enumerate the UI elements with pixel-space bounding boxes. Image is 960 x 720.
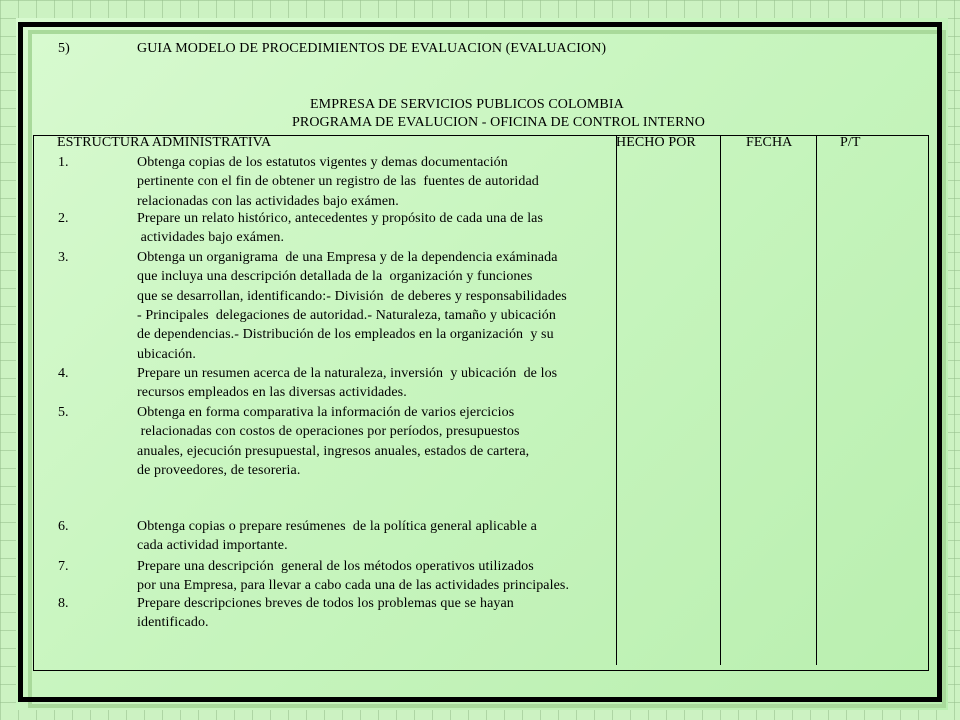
item-number: 4. [58,366,69,381]
program-title: PROGRAMA DE EVALUCION - OFICINA DE CONTROL INTERNO [292,115,705,130]
item-text-line: que se desarrollan, identificando:- División de deberes y responsabilidades [137,288,567,304]
section-title: GUIA MODELO DE PROCEDIMIENTOS DE EVALUACION (EVALUACION) [137,41,607,56]
item-text-line: Obtenga copias de los estatutos vigentes y demas documentación [137,155,508,170]
item-text-line: de proveedores, de tesoreria. [137,462,301,478]
item-text-line: relacionadas con las actividades bajo exámen. [137,193,399,209]
item-text-line: por una Empresa, para llevar a cabo cada una de las actividades principales. [137,578,570,594]
company-name: EMPRESA DE SERVICIOS PUBLICOS COLOMBIA [310,97,624,112]
item-text-line: actividades bajo exámen. [137,230,285,246]
item-text-line: Obtenga un organigrama de una Empresa y de la dependencia exáminada [137,250,558,265]
item-text-line: - Principales delegaciones de autoridad.- Naturaleza, tamaño y ubicación [137,307,556,323]
column-header-date: FECHA [746,135,793,150]
item-text-line: de dependencias.- Distribución de los empleados en la organización y su [137,327,554,343]
column-header-pt: P/T [840,135,861,150]
column-divider-date [720,135,721,665]
item-text-line: cada actividad importante. [137,538,288,554]
item-number: 8. [58,596,69,611]
item-text-line: recursos empleados en las diversas actividades. [137,385,407,401]
column-divider-done-by [616,135,617,665]
item-text-line: pertinente con el fin de obtener un registro de las fuentes de autoridad [137,174,539,190]
item-number: 7. [58,559,69,574]
item-text-line: Prepare un relato histórico, antecedentes y propósito de cada una de las [137,211,544,226]
item-text-line: Obtenga en forma comparativa la información de varios ejercicios [137,405,515,420]
item-text-line: ubicación. [137,346,196,362]
item-number: 2. [58,211,69,226]
item-number: 6. [58,519,69,534]
item-text-line: Prepare una descripción general de los métodos operativos utilizados [137,559,534,574]
item-text-line: Prepare descripciones breves de todos los problemas que se hayan [137,596,514,611]
item-number: 3. [58,250,69,265]
item-number: 5. [58,405,69,420]
item-text-line: identificado. [137,615,209,631]
item-text-line: Obtenga copias o prepare resúmenes de la política general aplicable a [137,519,537,534]
item-text-line: Prepare un resumen acerca de la naturaleza, inversión y ubicación de los [137,366,558,381]
item-text-line: anuales, ejecución presupuestal, ingresos anuales, estados de cartera, [137,443,530,459]
column-header-structure: ESTRUCTURA ADMINISTRATIVA [57,135,272,150]
column-header-done-by: HECHO POR [616,135,696,150]
column-divider-pt [816,135,817,665]
section-number: 5) [58,41,70,56]
item-text-line: relacionadas con costos de operaciones por períodos, presupuestos [137,424,520,440]
item-text-line: que incluya una descripción detallada de la organización y funciones [137,269,533,285]
item-number: 1. [58,155,69,170]
